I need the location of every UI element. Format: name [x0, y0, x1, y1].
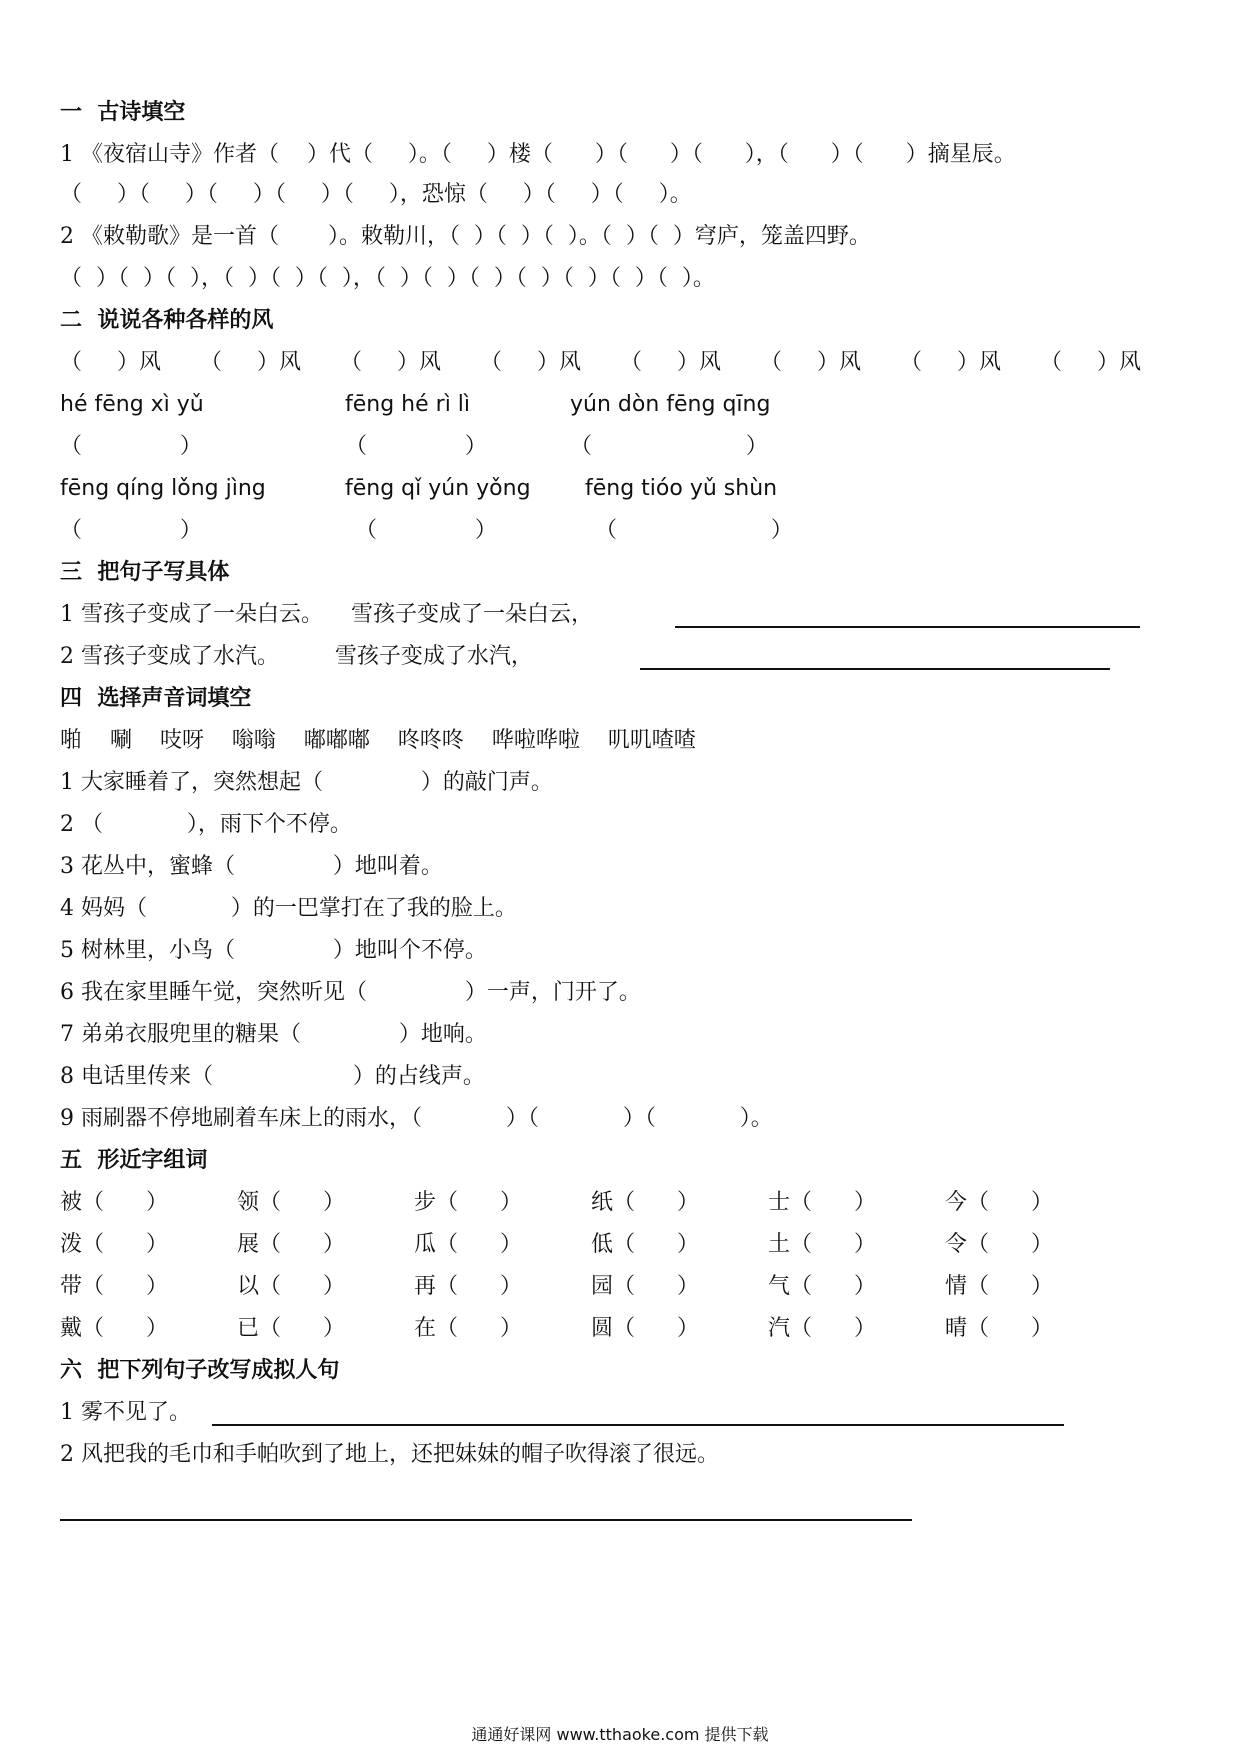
char-blank: 圆（ ） [591, 1316, 699, 1341]
s4-item: 1 大家睡着了，突然想起（ ）的敲门声。 [60, 770, 553, 795]
char-blank: 气（ ） [768, 1274, 876, 1299]
idiom-blank: （ ） [60, 518, 202, 543]
wind-blank: （ ）风 [760, 350, 861, 375]
wind-blank: （ ）风 [620, 350, 721, 375]
s3-line-1: 1 雪孩子变成了一朵白云。 雪孩子变成了一朵白云， [60, 602, 593, 627]
char-blank: 以（ ） [237, 1274, 345, 1299]
char-blank: 令（ ） [945, 1232, 1053, 1257]
answer-line [675, 626, 1140, 628]
s4-item: 8 电话里传来（ ）的占线声。 [60, 1064, 485, 1089]
s3-line-2: 2 雪孩子变成了水汽。 雪孩子变成了水汽， [60, 644, 533, 669]
char-blank: 再（ ） [414, 1274, 522, 1299]
footer: 通通好课网 www.tthaoke.com 提供下载 [471, 1725, 769, 1744]
s1-line-3: 2 《敕勒歌》是一首（ ）。敕勒川，（ ）（ ）（ ）。（ ）（ ）穹庐，笼盖四野。 [60, 224, 871, 249]
char-blank: 泼（ ） [60, 1232, 168, 1257]
section-6-title: 六 把下列句子改写成拟人句 [60, 1358, 340, 1383]
char-blank: 瓜（ ） [414, 1232, 522, 1257]
char-blank: 纸（ ） [591, 1190, 699, 1215]
idiom-blank: （ ） [355, 518, 497, 543]
char-blank: 汽（ ） [768, 1316, 876, 1341]
answer-line [212, 1424, 1064, 1426]
pinyin-idiom: yún dòn fēng qīng [570, 392, 771, 417]
wind-blank: （ ）风 [200, 350, 301, 375]
pinyin-idiom: fēng hé rì lì [345, 392, 471, 417]
section-5-title: 五 形近字组词 [60, 1148, 208, 1173]
idiom-blank: （ ） [595, 518, 793, 543]
s4-item: 9 雨刷器不停地刷着车床上的雨水，（ ）（ ）（ ）。 [60, 1106, 773, 1131]
answer-line [640, 668, 1110, 670]
char-blank: 步（ ） [414, 1190, 522, 1215]
char-blank: 领（ ） [237, 1190, 345, 1215]
idiom-blank: （ ） [345, 434, 487, 459]
idiom-blank: （ ） [570, 434, 768, 459]
section-4-title: 四 选择声音词填空 [60, 686, 252, 711]
char-blank: 低（ ） [591, 1232, 699, 1257]
idiom-blank: （ ） [60, 434, 202, 459]
answer-line [60, 1519, 912, 1521]
s6-line-1: 1 雾不见了。 [60, 1400, 191, 1425]
pinyin-idiom: fēng tióo yǔ shùn [585, 476, 778, 501]
pinyin-idiom: fēng qíng lǒng jìng [60, 476, 266, 501]
section-2-title: 二 说说各种各样的风 [60, 308, 274, 333]
char-blank: 戴（ ） [60, 1316, 168, 1341]
sound-word-bank: 啪 唰 吱呀 嗡嗡 嘟嘟嘟 咚咚咚 哗啦哗啦 叽叽喳喳 [60, 728, 696, 753]
s4-item: 2 （ ），雨下个不停。 [60, 812, 352, 837]
s6-line-2: 2 风把我的毛巾和手帕吹到了地上，还把妹妹的帽子吹得滚了很远。 [60, 1442, 719, 1467]
s4-item: 5 树林里，小鸟（ ）地叫个不停。 [60, 938, 487, 963]
char-blank: 情（ ） [945, 1274, 1053, 1299]
s4-item: 6 我在家里睡午觉，突然听见（ ）一声，门开了。 [60, 980, 641, 1005]
s4-item: 4 妈妈（ ）的一巴掌打在了我的脸上。 [60, 896, 517, 921]
char-blank: 晴（ ） [945, 1316, 1053, 1341]
char-blank: 带（ ） [60, 1274, 168, 1299]
s4-item: 7 弟弟衣服兜里的糖果（ ）地响。 [60, 1022, 487, 1047]
wind-blank: （ ）风 [1040, 350, 1141, 375]
char-blank: 土（ ） [768, 1232, 876, 1257]
wind-blank: （ ）风 [480, 350, 581, 375]
char-blank: 在（ ） [414, 1316, 522, 1341]
char-blank: 士（ ） [768, 1190, 876, 1215]
char-blank: 展（ ） [237, 1232, 345, 1257]
s4-item: 3 花丛中，蜜蜂（ ）地叫着。 [60, 854, 443, 879]
section-1-title: 一 古诗填空 [60, 100, 186, 125]
s1-line-1: 1 《夜宿山寺》作者（ ）代（ ）。（ ）楼（ ）（ ）（ ），（ ）（ ）摘星辰。 [60, 142, 1016, 167]
char-blank: 今（ ） [945, 1190, 1053, 1215]
wind-blank: （ ）风 [340, 350, 441, 375]
s1-line-2: （ ）（ ）（ ）（ ）（ ），恐惊（ ）（ ）（ ）。 [60, 182, 692, 207]
pinyin-idiom: fēng qǐ yún yǒng [345, 476, 531, 501]
wind-blank: （ ）风 [60, 350, 161, 375]
pinyin-idiom: hé fēng xì yǔ [60, 392, 204, 417]
char-blank: 被（ ） [60, 1190, 168, 1215]
section-3-title: 三 把句子写具体 [60, 560, 230, 585]
char-blank: 已（ ） [237, 1316, 345, 1341]
wind-blank: （ ）风 [900, 350, 1001, 375]
char-blank: 园（ ） [591, 1274, 699, 1299]
s1-line-4: （ ）（ ）（ ），（ ）（ ）（ ），（ ）（ ）（ ）（ ）（ ）（ ）（ ）。 [60, 266, 715, 291]
